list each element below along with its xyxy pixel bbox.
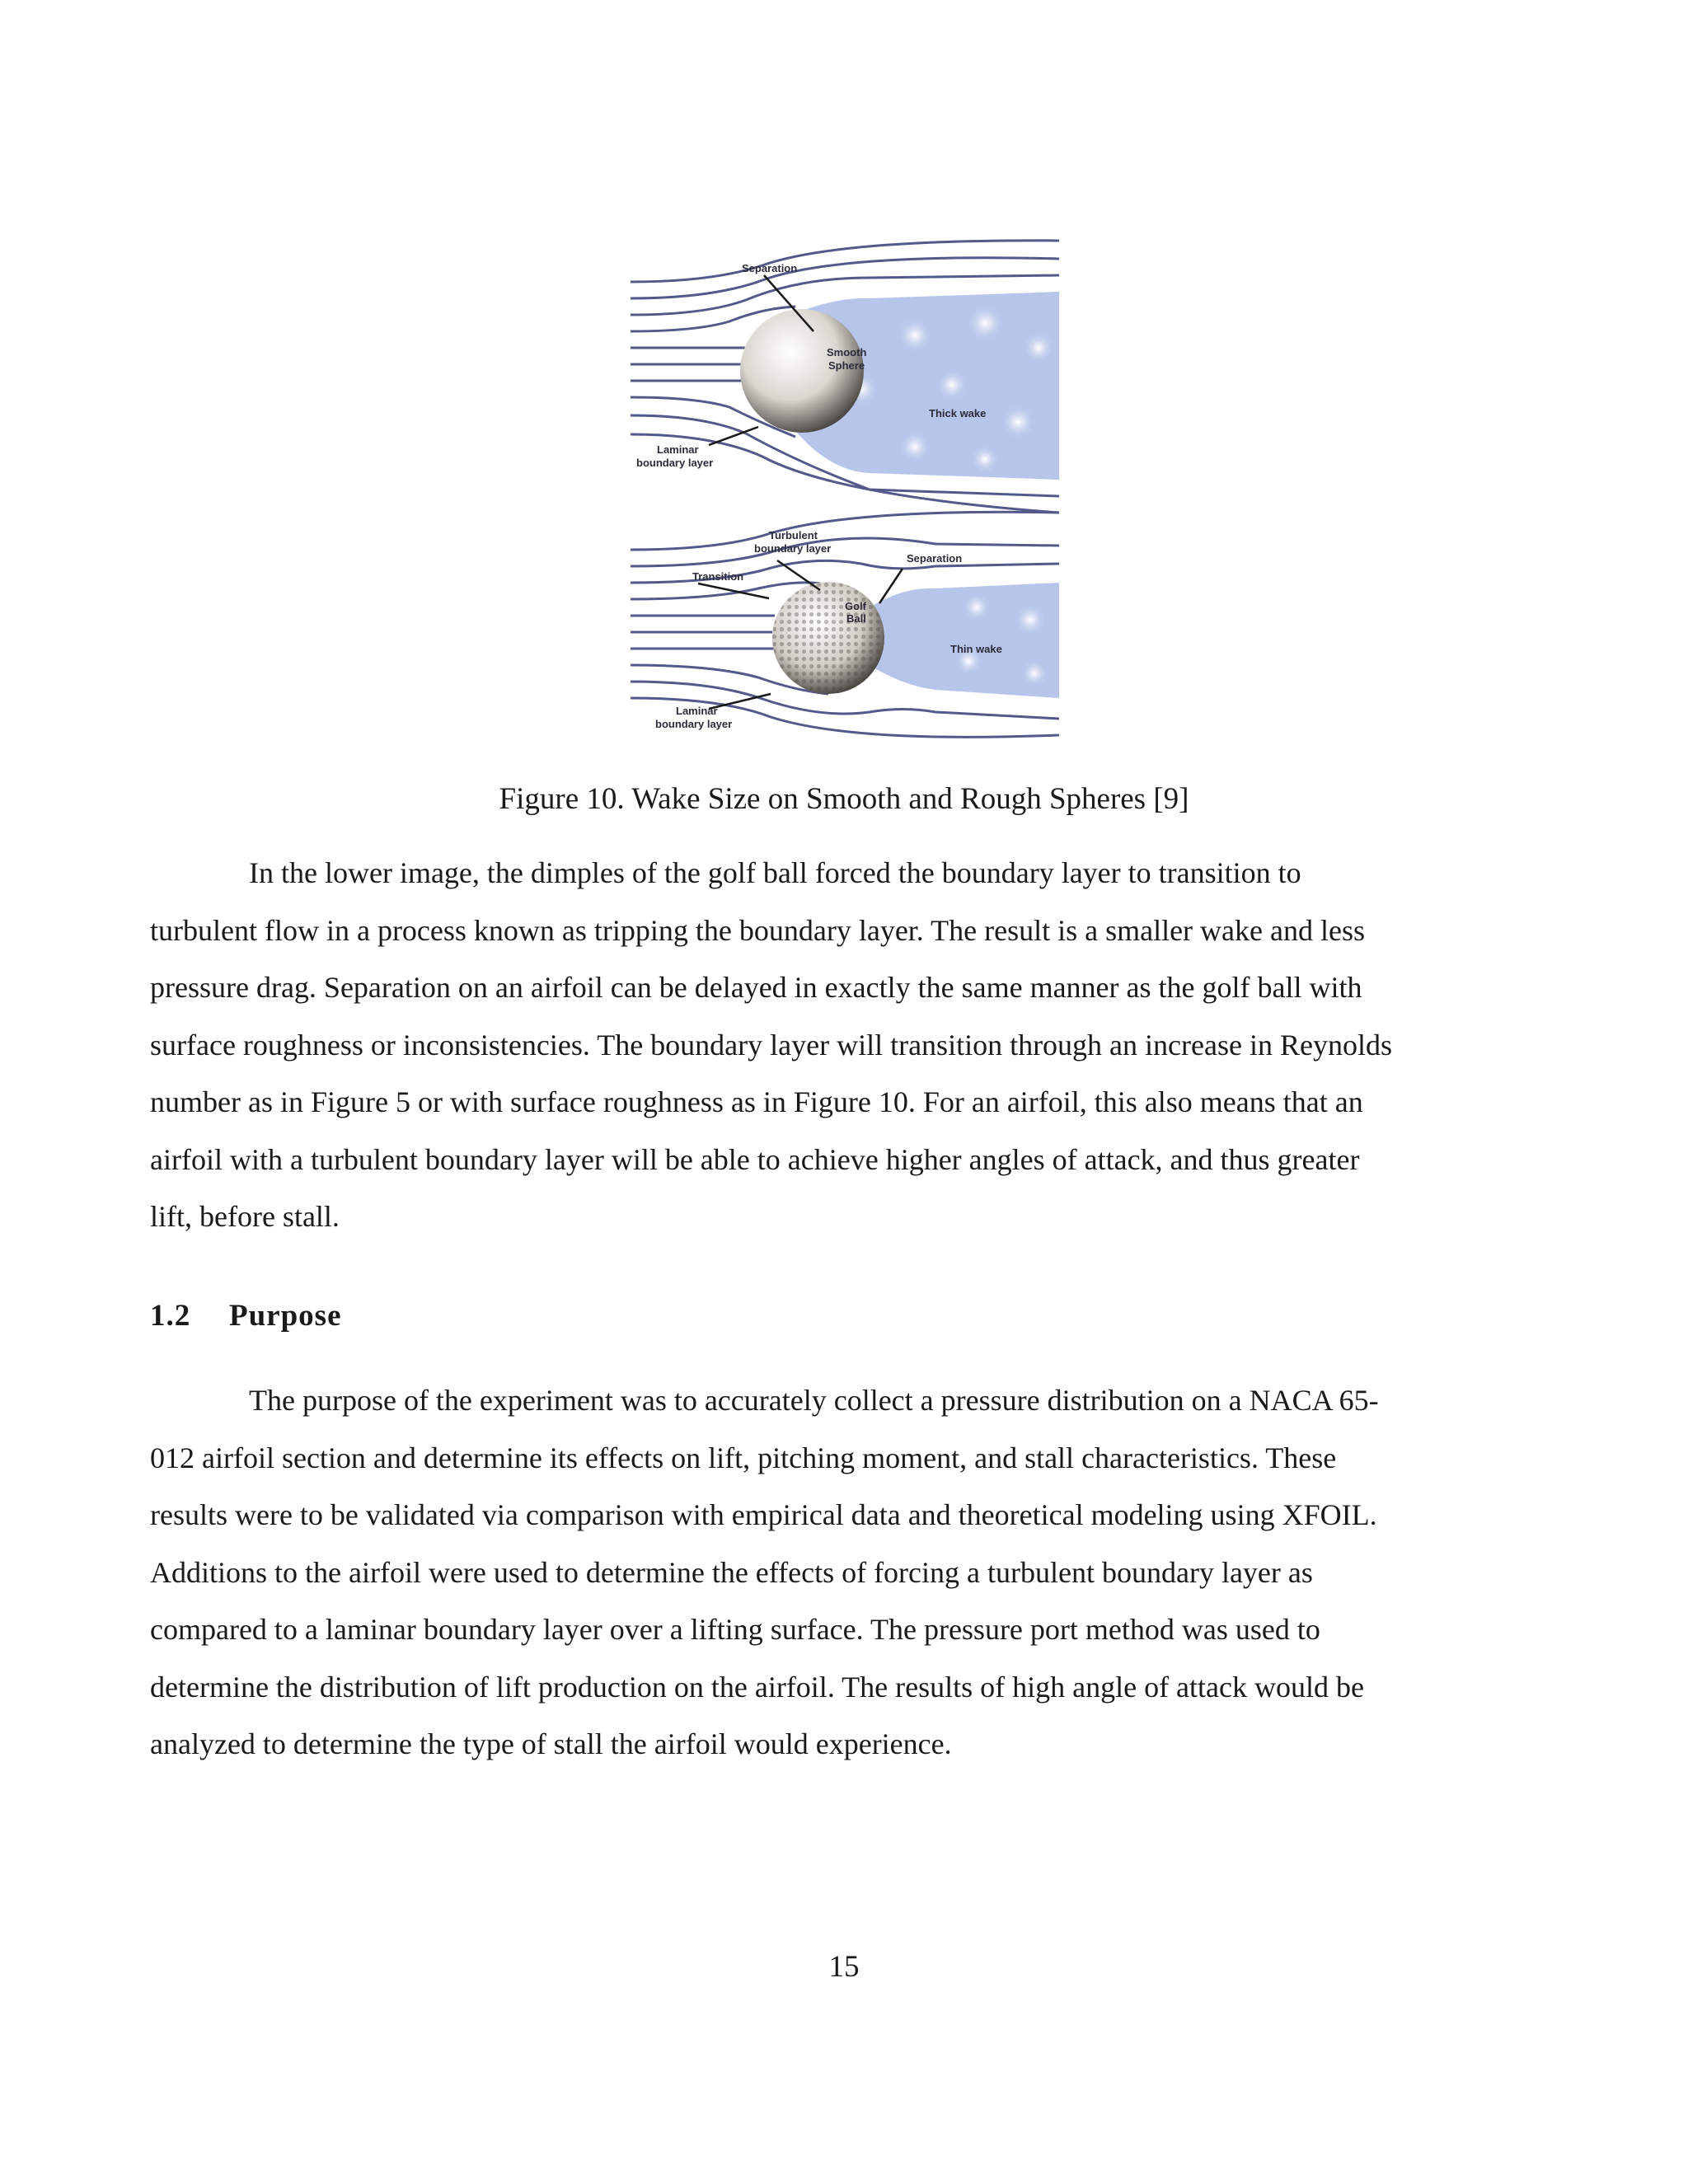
section-title: Purpose <box>229 1299 342 1333</box>
turbulent-label: Turbulent <box>769 529 818 541</box>
body-paragraph-1 <box>150 845 1535 1246</box>
laminar-label-bottom-2: boundary layer <box>655 718 733 730</box>
golf-ball-panel <box>631 512 1059 737</box>
smooth-sphere-panel <box>631 241 1059 513</box>
laminar-label-top-2: boundary layer <box>636 457 714 469</box>
paragraph-line: Additions to the airfoil were used to determine the effects of forcing a turbulent boundary layer as <box>150 1555 1313 1589</box>
thin-wake-label: Thin wake <box>950 643 1002 655</box>
paragraph-line: pressure drag. Separation on an airfoil can be delayed in exactly the same manner as the golf ball with <box>150 971 1362 1004</box>
body-paragraph-2 <box>150 1372 1535 1774</box>
transition-label: Transition <box>692 570 744 583</box>
paragraph-line: results were to be validated via comparison with empirical data and theoretical modeling using XFOIL. <box>150 1498 1377 1531</box>
thick-wake-label: Thick wake <box>929 407 987 419</box>
smooth-sphere-label-2: Sphere <box>828 359 865 372</box>
figure-caption: Figure 10. Wake Size on Smooth and Rough Spheres [9] <box>499 782 1189 816</box>
paragraph-line: determine the distribution of lift production on the airfoil. The results of high angle of attack would be <box>150 1670 1364 1704</box>
paragraph-line: lift, before stall. <box>150 1200 340 1233</box>
section-number: 1.2 <box>150 1299 191 1333</box>
wake-size-figure <box>622 232 1059 748</box>
paragraph-line: analyzed to determine the type of stall the airfoil would experience. <box>150 1727 952 1760</box>
separation-label-bottom: Separation <box>907 552 963 565</box>
paragraph-line: turbulent flow in a process known as tripping the boundary layer. The result is a smaller wake and less <box>150 913 1365 947</box>
turbulent-label-2: boundary layer <box>754 542 832 555</box>
golf-ball-label-2: Ball <box>846 612 866 625</box>
laminar-label-top: Laminar <box>657 443 699 456</box>
smooth-sphere-label: Smooth <box>827 346 867 359</box>
section-heading <box>150 1298 342 1333</box>
paragraph-line: compared to a laminar boundary layer over a lifting surface. The pressure port method was used to <box>150 1613 1320 1646</box>
separation-label-top: Separation <box>742 262 798 274</box>
paragraph-line: surface roughness or inconsistencies. The boundary layer will transition through an increase in Reynolds <box>150 1028 1392 1062</box>
golf-ball-label: Golf <box>845 600 866 612</box>
paragraph-line: number as in Figure 5 or with surface roughness as in Figure 10. For an airfoil, this also means that an <box>150 1085 1363 1118</box>
paragraph-line: 012 airfoil section and determine its effects on lift, pitching moment, and stall characteristics. These <box>150 1441 1337 1474</box>
laminar-label-bottom: Laminar <box>676 705 718 717</box>
page-number: 15 <box>828 1950 860 1984</box>
paragraph-line: The purpose of the experiment was to accurately collect a pressure distribution on a NACA 65- <box>249 1384 1379 1417</box>
paragraph-line: In the lower image, the dimples of the golf ball forced the boundary layer to transition to <box>249 856 1301 889</box>
paragraph-line: airfoil with a turbulent boundary layer will be able to achieve higher angles of attack, and thus greater <box>150 1142 1360 1176</box>
